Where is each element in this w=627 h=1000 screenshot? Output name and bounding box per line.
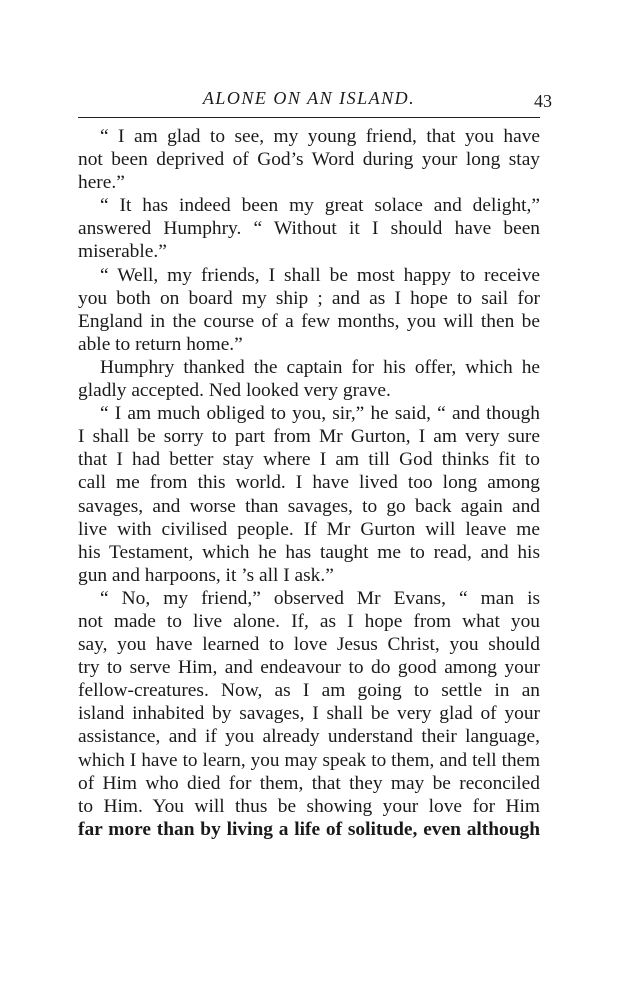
text-line: which I have to learn, you may speak to them, and tell them [78,749,540,771]
text-line: to Him. You will thus be showing your love for Him [78,795,540,817]
body-text [78,125,540,841]
text-line: gladly accepted. Ned looked very grave. [78,380,391,402]
header-rule [78,117,540,118]
running-title: ALONE ON AN ISLAND. [202,88,416,108]
text-line: not made to live alone. If, as I hope from what you [78,610,540,632]
text-line: fellow-creatures. Now, as I am going to settle in an [78,680,540,702]
text-line: live with civilised people. If Mr Gurton will leave me [78,518,540,540]
text-line: here.” [78,172,125,194]
text-line: able to return home.” [78,333,243,355]
text-line: “ I am glad to see, my young friend, that you have [100,126,540,147]
text-line: his Testament, which he has taught me to read, and his [78,541,540,563]
text-line: of Him who died for them, that they may be reconciled [78,772,540,794]
text-line: “ Well, my friends, I shall be most happy to receive [100,264,540,286]
text-line: you both on board my ship ; and as I hope to sail for [78,287,540,309]
text-line: island inhabited by savages, I shall be very glad of your [78,703,540,725]
page-number: 43 [534,91,552,111]
text-line: gun and harpoons, it ’s all I ask.” [78,564,334,586]
text-line: I shall be sorry to part from Mr Gurton, I am very sure [78,426,540,448]
running-head [78,88,552,114]
text-line: Humphry thanked the captain for his offer, which he [100,356,540,378]
text-line: not been deprived of God’s Word during your long stay [78,149,540,171]
text-line: call me from this world. I have lived too long among [78,472,540,494]
text-line: try to serve Him, and endeavour to do good among your [78,657,540,679]
text-line: that I had better stay where I am till God thinks fit to [78,449,540,471]
text-line: England in the course of a few months, you will then be [78,310,540,332]
text-line: answered Humphry. “ Without it I should have been [78,218,540,240]
text-line: far more than by living a life of solitude, even although [78,818,540,840]
text-line: “ No, my friend,” observed Mr Evans, “ man is [100,587,540,609]
text-line: “ It has indeed been my great solace and delight,” [100,195,540,217]
text-line: “ I am much obliged to you, sir,” he said, “ and though [100,403,540,425]
text-line: assistance, and if you already understand their language, [78,726,540,748]
text-line: miserable.” [78,241,167,263]
text-line: savages, and worse than savages, to go back again and [78,495,540,517]
text-line: say, you have learned to love Jesus Christ, you should [78,634,540,656]
